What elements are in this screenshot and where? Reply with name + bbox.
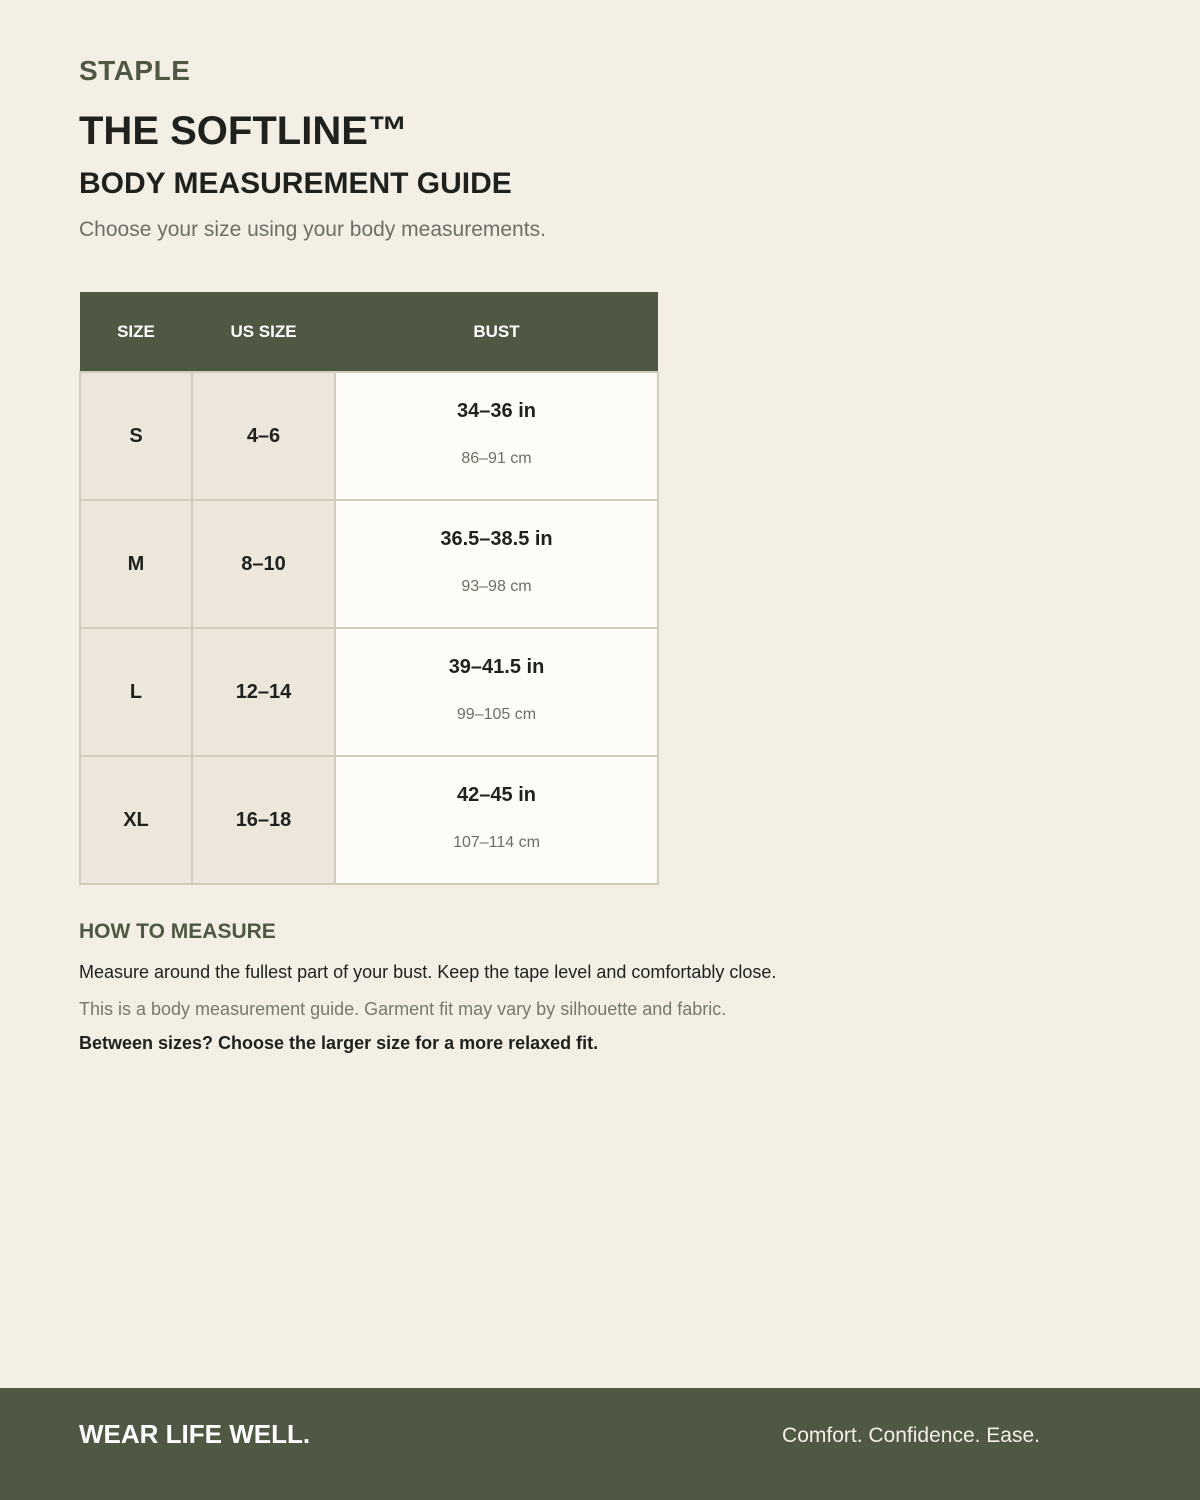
size-chart-table [79, 292, 659, 885]
bust-centimeters: 99–105 cm [456, 706, 537, 723]
how-to-measure-heading: HOW TO MEASURE [79, 920, 276, 943]
bust-centimeters: 107–114 cm [453, 834, 540, 851]
us-size-cell: 4–6 [192, 372, 335, 500]
bust-inches: 42–45 in [457, 784, 536, 806]
column-header-us-size: US SIZE [192, 292, 335, 372]
bust-inches: 39–41.5 in [448, 656, 545, 678]
bust-cell [335, 372, 658, 500]
bust-inches: 36.5–38.5 in [440, 528, 553, 550]
page-subtitle: Choose your size using your body measurements. [79, 218, 546, 241]
bust-cell [335, 500, 658, 628]
bust-centimeters: 93–98 cm [461, 578, 532, 595]
bust-inches: 34–36 in [457, 400, 536, 422]
page-title: BODY MEASUREMENT GUIDE [79, 167, 512, 200]
table-row [80, 500, 658, 628]
table-row [80, 756, 658, 884]
size-cell: L [80, 628, 192, 756]
table-header-row [80, 292, 658, 372]
sizing-tip: Between sizes? Choose the larger size for a more relaxed fit. [79, 1033, 599, 1053]
size-cell: S [80, 372, 192, 500]
bust-centimeters: 86–91 cm [461, 450, 532, 467]
column-header-size: SIZE [80, 292, 192, 372]
size-cell: M [80, 500, 192, 628]
measure-instruction: Measure around the fullest part of your bust. Keep the tape level and comfortably close. [79, 962, 777, 982]
footer-slogan: WEAR LIFE WELL. [79, 1419, 311, 1449]
table-row [80, 628, 658, 756]
product-name: THE SOFTLINE™ [79, 109, 408, 153]
column-header-bust: BUST [335, 292, 658, 372]
size-cell: XL [80, 756, 192, 884]
table-row [80, 372, 658, 500]
brand-name: STAPLE [79, 55, 191, 86]
bust-cell [335, 628, 658, 756]
bust-cell [335, 756, 658, 884]
us-size-cell: 16–18 [192, 756, 335, 884]
us-size-cell: 8–10 [192, 500, 335, 628]
us-size-cell: 12–14 [192, 628, 335, 756]
footer-tagline: Comfort. Confidence. Ease. [782, 1424, 1040, 1447]
measure-note: This is a body measurement guide. Garment fit may vary by silhouette and fabric. [79, 999, 727, 1019]
